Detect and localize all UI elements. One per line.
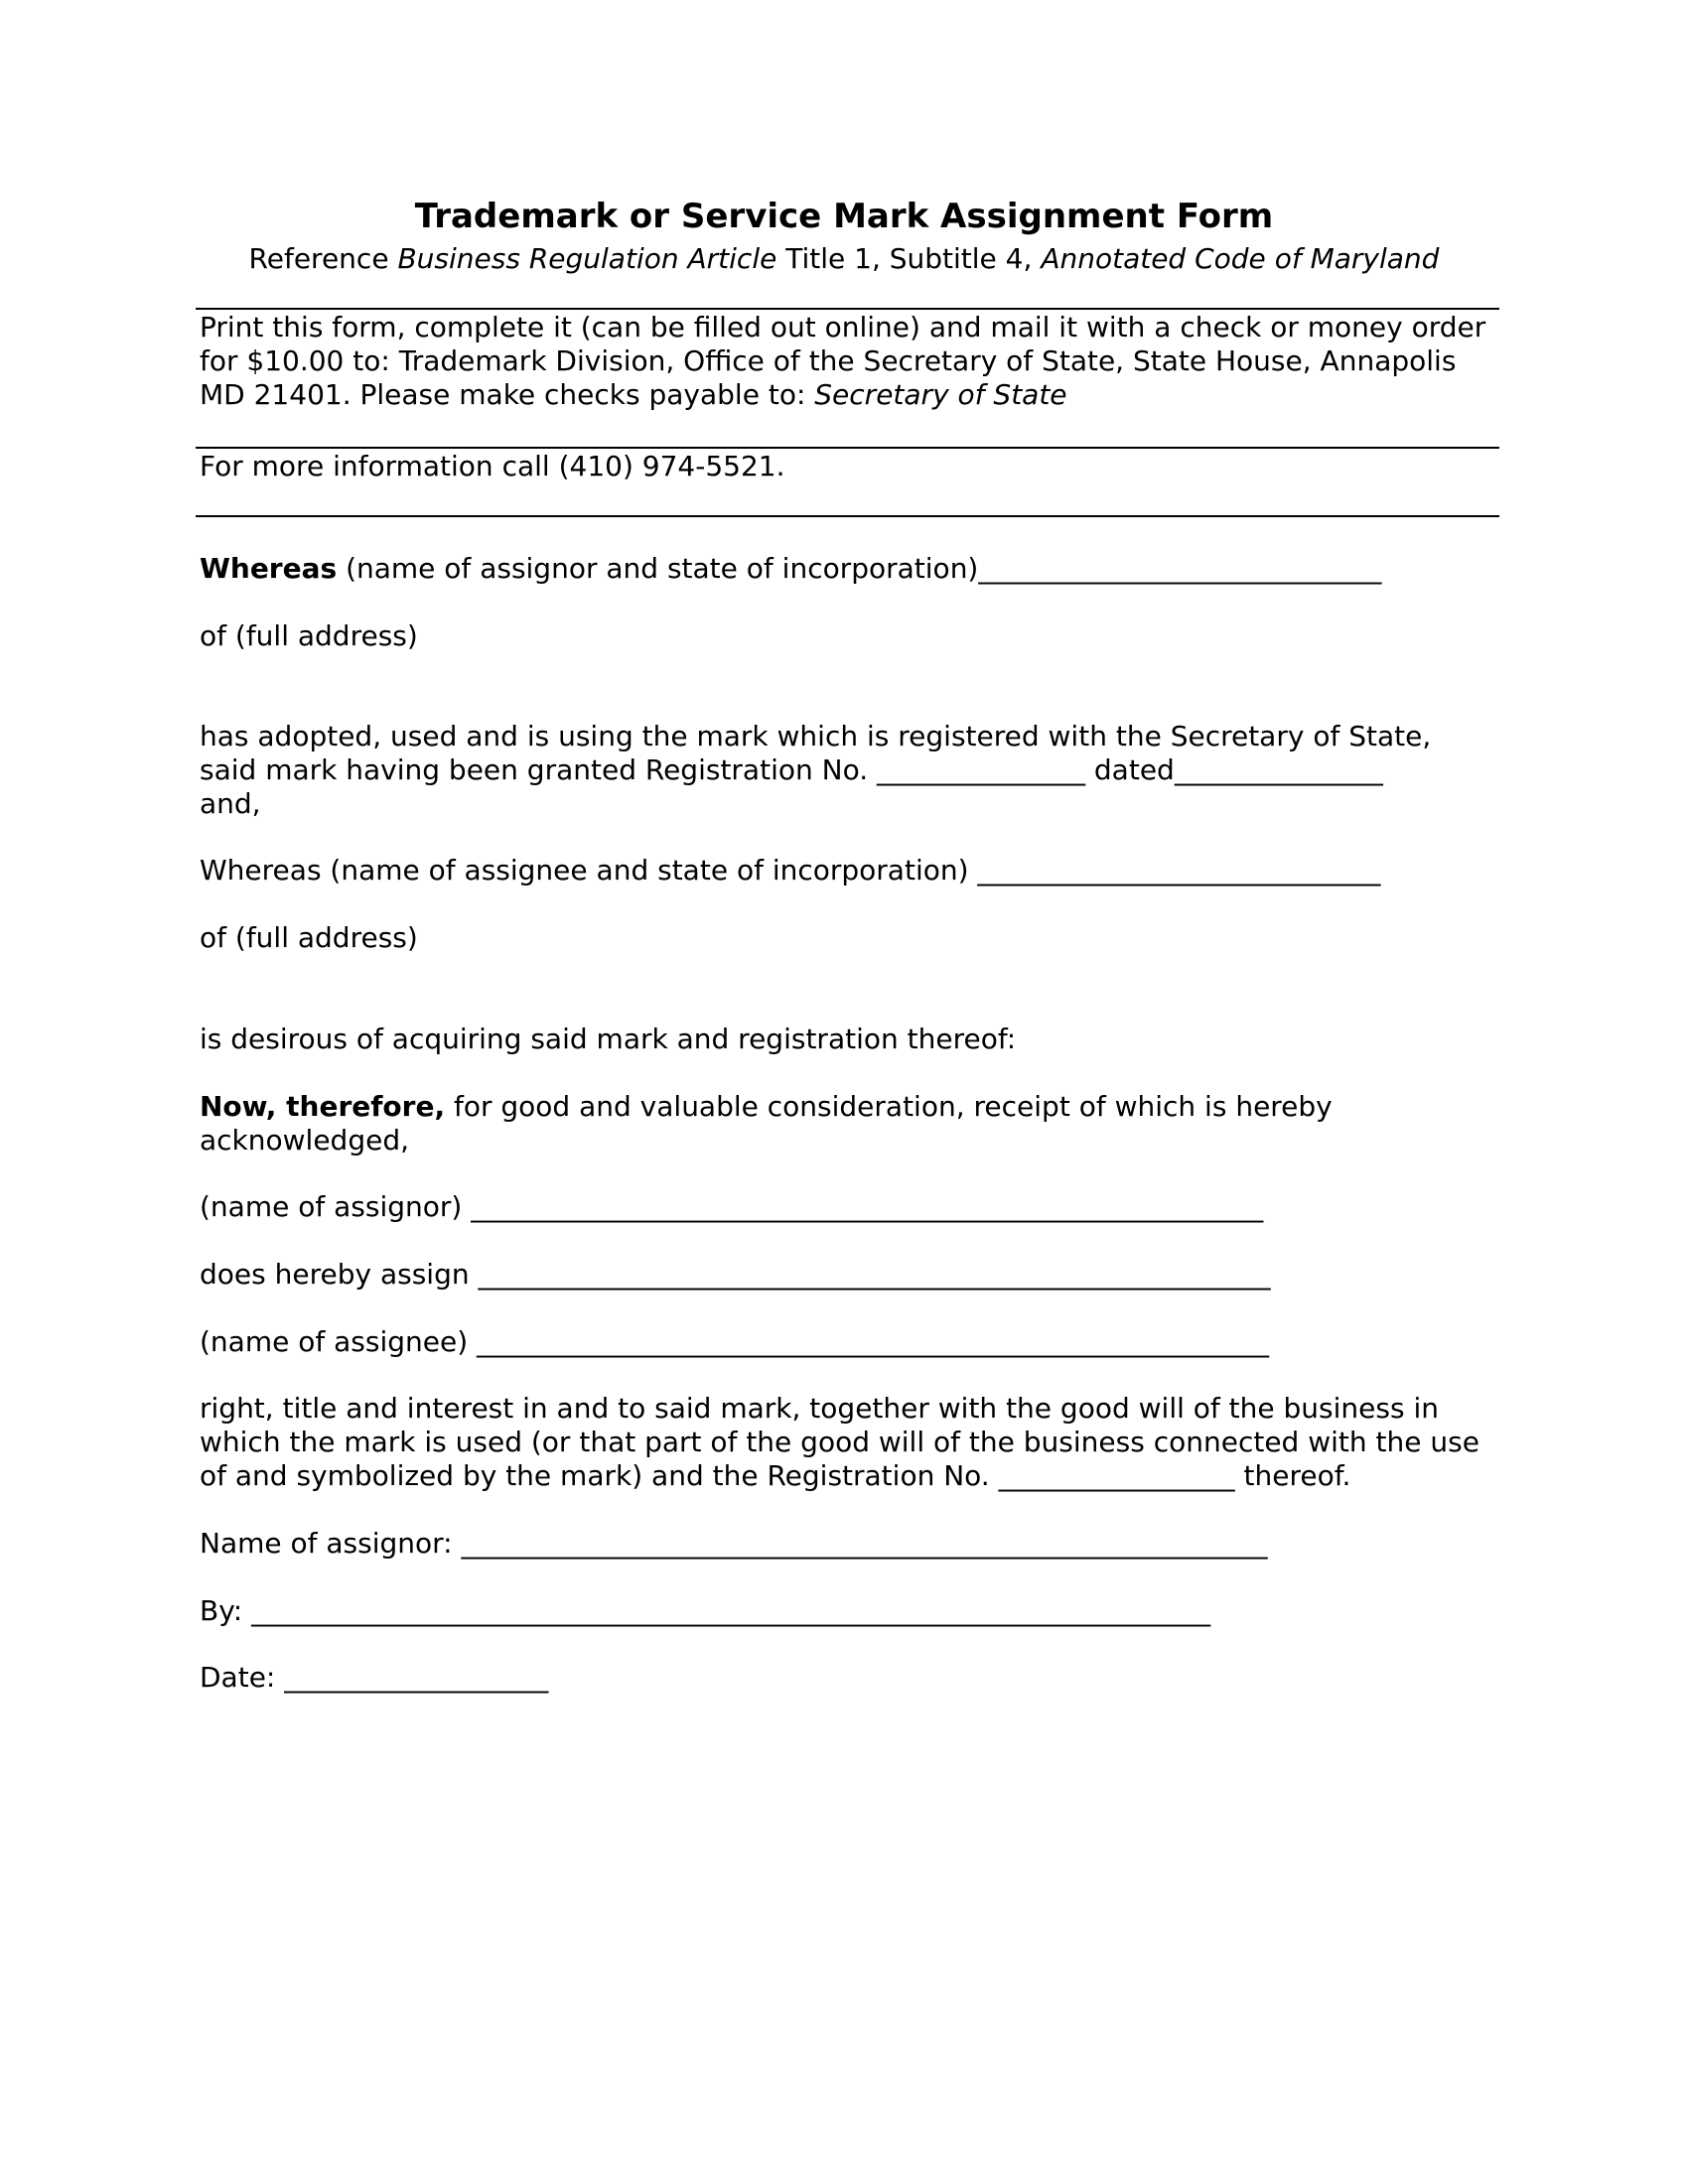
instructions-line-3-text: MD 21401. Please make checks payable to: bbox=[200, 378, 815, 411]
registration-number-field[interactable]: of and symbolized by the mark) and the Registration No. _________________ thereof. bbox=[200, 1459, 1351, 1492]
instructions-line-1: Print this form, complete it (can be filled out online) and mail it with a check or money order bbox=[200, 311, 1486, 343]
adopted-line-1: has adopted, used and is using the mark which is registered with the Secretary of State, bbox=[200, 720, 1432, 752]
desirous-text: is desirous of acquiring said mark and registration thereof: bbox=[200, 1023, 1017, 1055]
assignor-name-field[interactable]: (name of assignor) _________________________________________________________ bbox=[200, 1190, 1264, 1223]
right-title-line-1: right, title and interest in and to said mark, together with the good will of the business in bbox=[200, 1392, 1439, 1425]
signature-date-field[interactable]: Date: ___________________ bbox=[200, 1661, 549, 1694]
signature-assignor-field[interactable]: Name of assignor: __________________________________________________________ bbox=[200, 1527, 1268, 1560]
subtitle-code: Annotated Code of Maryland bbox=[1041, 242, 1440, 275]
whereas-assignor-text: (name of assignor and state of incorporation)_____________________________ bbox=[337, 552, 1382, 585]
divider-bottom bbox=[196, 515, 1499, 517]
subtitle-prefix: Reference bbox=[248, 242, 398, 275]
assign-field[interactable]: does hereby assign _________________________________________________________ bbox=[200, 1258, 1271, 1291]
page-subtitle bbox=[0, 242, 1688, 275]
divider-top bbox=[196, 308, 1499, 310]
now-therefore-line bbox=[200, 1090, 1333, 1124]
divider-middle bbox=[196, 447, 1499, 449]
right-title-line-2: which the mark is used (or that part of the good will of the business connected with the use bbox=[200, 1426, 1479, 1458]
now-therefore-text: for good and valuable consideration, receipt of which is hereby bbox=[445, 1090, 1333, 1123]
adopted-line-3: and, bbox=[200, 787, 261, 820]
payee-name: Secretary of State bbox=[814, 378, 1067, 411]
page-title: Trademark or Service Mark Assignment Form bbox=[414, 197, 1274, 236]
whereas-label: Whereas bbox=[200, 552, 338, 585]
now-therefore-label: Now, therefore, bbox=[200, 1090, 446, 1123]
acknowledged-text: acknowledged, bbox=[200, 1124, 409, 1157]
whereas-assignee-field[interactable]: Whereas (name of assignee and state of incorporation) _____________________________ bbox=[200, 854, 1381, 887]
info-phone: For more information call (410) 974-5521. bbox=[200, 450, 785, 482]
signature-by-field[interactable]: By: _____________________________________________________________________ bbox=[200, 1594, 1211, 1627]
subtitle-middle: Title 1, Subtitle 4, bbox=[776, 242, 1042, 275]
instructions-line-3 bbox=[200, 378, 1067, 412]
whereas-assignor-field[interactable] bbox=[200, 552, 1381, 586]
assignor-address-label: of (full address) bbox=[200, 619, 418, 652]
subtitle-article: Business Regulation Article bbox=[397, 242, 777, 275]
instructions-line-2: for $10.00 to: Trademark Division, Office of the Secretary of State, State House, Annapolis bbox=[200, 344, 1457, 377]
assignee-name-field[interactable]: (name of assignee) _________________________________________________________ bbox=[200, 1325, 1270, 1358]
assignee-address-label: of (full address) bbox=[200, 921, 418, 954]
registration-dated-field[interactable]: said mark having been granted Registration No. _______________ dated_______________ bbox=[200, 753, 1383, 786]
